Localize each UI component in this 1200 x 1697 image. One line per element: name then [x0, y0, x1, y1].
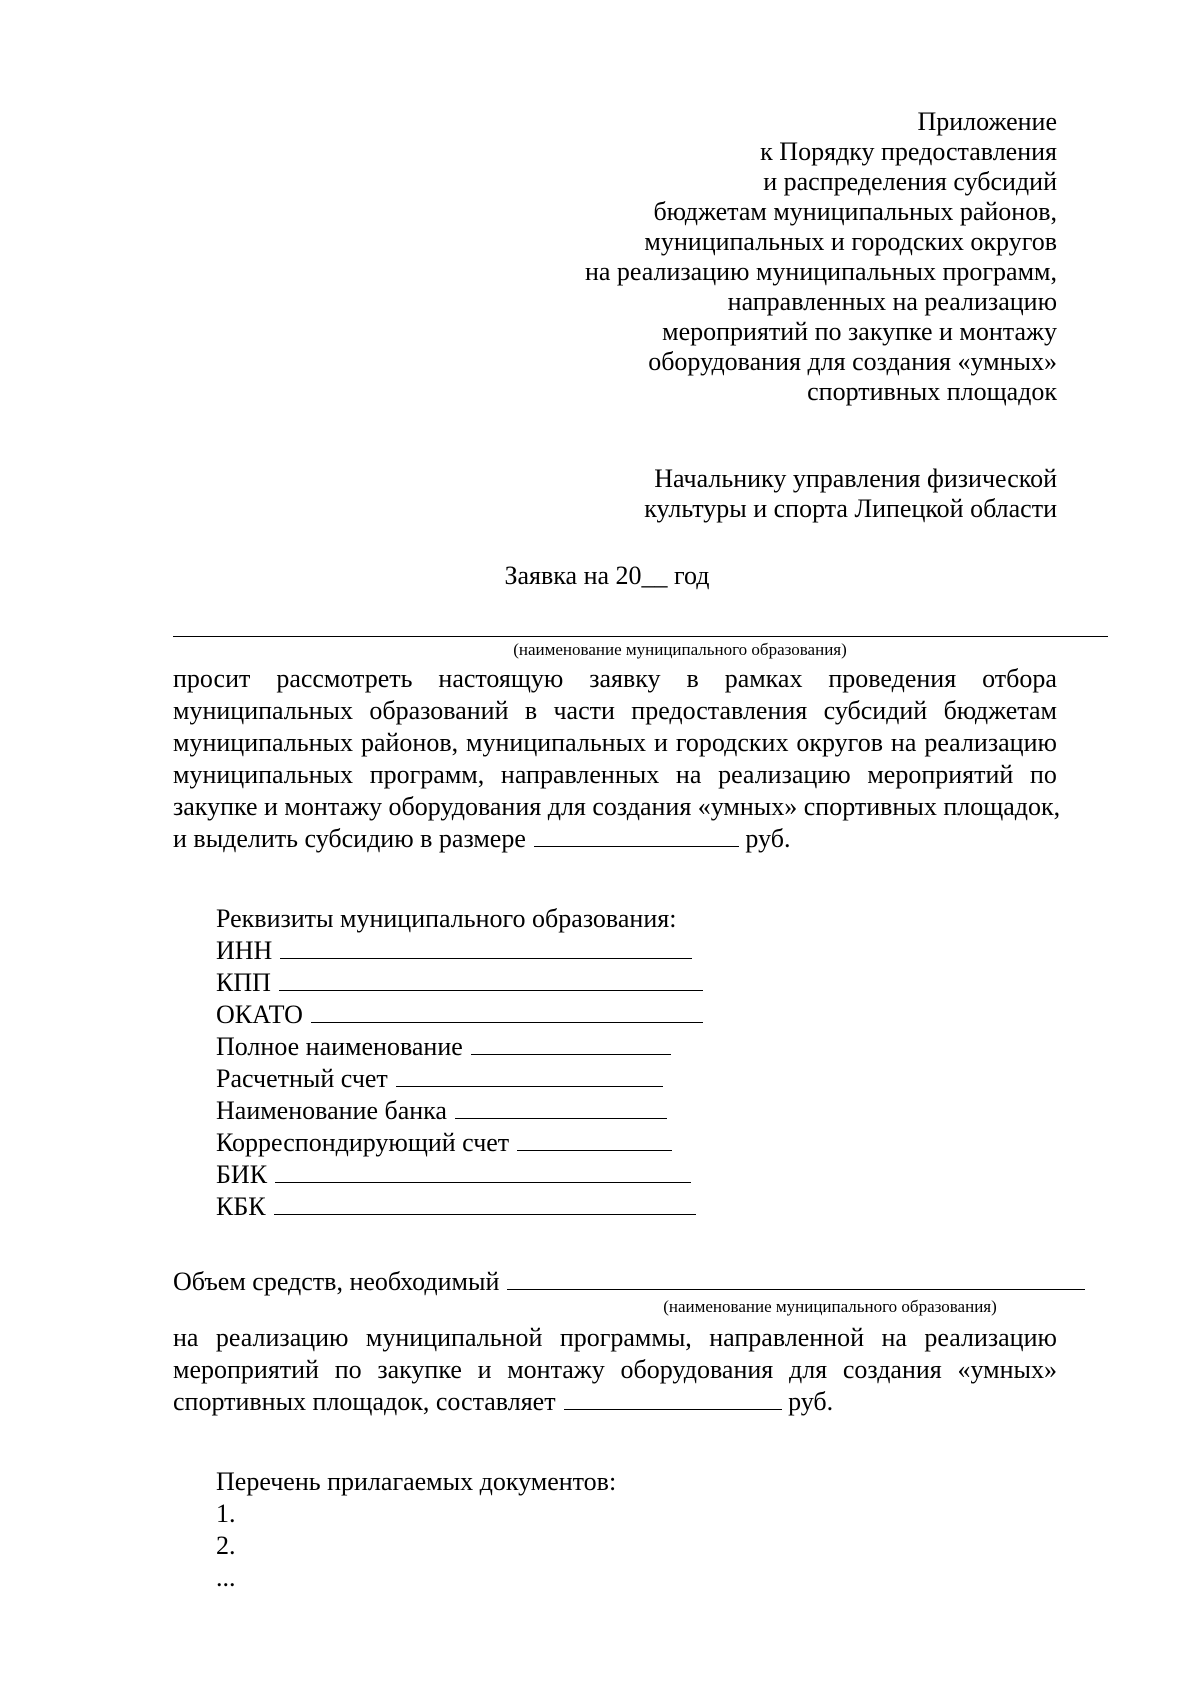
- requisite-label: ИНН: [216, 936, 273, 965]
- word: на: [173, 1323, 199, 1352]
- word: мероприятий: [173, 1355, 319, 1384]
- requisites-heading: Реквизиты муниципального образования:: [216, 904, 677, 933]
- requisite-row-corr-account: [216, 1127, 672, 1159]
- funds-municipality-caption: (наименование муниципального образования): [663, 1297, 997, 1316]
- word: части: [553, 696, 615, 725]
- subsidy-amount-field[interactable]: [534, 824, 739, 847]
- word: реализацию: [215, 1323, 349, 1352]
- requisite-label: КПП: [216, 968, 271, 997]
- word: муниципальных: [173, 728, 354, 757]
- word: в: [686, 664, 699, 693]
- word: по: [1030, 760, 1057, 789]
- word: настоящую: [438, 664, 564, 693]
- annex-line: направленных на реализацию: [727, 287, 1057, 316]
- word: округов: [796, 728, 883, 757]
- word: и: [654, 728, 668, 757]
- word: образований: [369, 696, 509, 725]
- paragraph-line: [173, 1322, 1057, 1354]
- requisite-label: Корреспондирующий счет: [216, 1128, 510, 1157]
- annex-line: бюджетам муниципальных районов,: [653, 197, 1057, 226]
- word: для: [788, 1355, 828, 1384]
- paragraph-line: [173, 727, 1057, 759]
- paragraph-line: закупке и монтажу оборудования для создания «умных» спортивных площадок,: [173, 792, 1061, 821]
- list-item: 1.: [216, 1499, 236, 1528]
- kpp-field[interactable]: [279, 968, 703, 991]
- word: по: [334, 1355, 362, 1384]
- word: программы,: [559, 1323, 692, 1352]
- inn-field[interactable]: [280, 936, 692, 959]
- requisite-row-inn: [216, 935, 692, 967]
- word: реализацию: [718, 760, 851, 789]
- word: направленных: [500, 760, 660, 789]
- word: муниципальных: [173, 696, 354, 725]
- subsidy-amount-line: [173, 823, 790, 855]
- list-item: ...: [216, 1563, 236, 1592]
- municipality-name-caption: (наименование муниципального образования): [513, 640, 847, 659]
- account-field[interactable]: [396, 1064, 663, 1087]
- word: районов,: [360, 728, 459, 757]
- word: «умных»: [957, 1355, 1057, 1384]
- requisite-row-kbk: [216, 1191, 696, 1223]
- word: субсидий: [823, 696, 928, 725]
- word: оборудования: [620, 1355, 774, 1384]
- word: направленной: [709, 1323, 865, 1352]
- addressee-line: культуры и спорта Липецкой области: [644, 494, 1057, 523]
- corr-account-field[interactable]: [517, 1128, 672, 1151]
- municipality-name-field[interactable]: [173, 636, 1108, 637]
- requisite-row-full-name: [216, 1031, 671, 1063]
- word: муниципальной: [365, 1323, 543, 1352]
- word: в: [524, 696, 538, 725]
- page-title: Заявка на 20__ год: [504, 561, 710, 590]
- word: мероприятий: [867, 760, 1014, 789]
- word: просит: [173, 664, 251, 693]
- word: проведения: [828, 664, 957, 693]
- funds-total-field[interactable]: [564, 1387, 782, 1410]
- word: реализацию: [924, 1323, 1057, 1352]
- word: монтажу: [507, 1355, 605, 1384]
- word: реализацию: [924, 728, 1057, 757]
- annex-line: Приложение: [917, 107, 1057, 136]
- funds-line: [173, 1266, 1085, 1298]
- funds-label: Объем средств, необходимый: [173, 1267, 500, 1296]
- kbk-field[interactable]: [274, 1192, 696, 1215]
- requisite-row-bik: [216, 1159, 691, 1191]
- annex-line: мероприятий по закупке и монтажу: [662, 317, 1057, 346]
- requisite-label: Расчетный счет: [216, 1064, 388, 1093]
- funds-municipality-field[interactable]: [507, 1267, 1085, 1290]
- okato-field[interactable]: [311, 1000, 703, 1023]
- paragraph-line: [173, 1354, 1057, 1386]
- list-item: 2.: [216, 1531, 236, 1560]
- annex-line: спортивных площадок: [807, 377, 1057, 406]
- currency-label: руб.: [788, 1387, 834, 1416]
- funds-total-line: [173, 1386, 833, 1418]
- annex-line: на реализацию муниципальных программ,: [584, 257, 1057, 286]
- full-name-field[interactable]: [471, 1032, 671, 1055]
- bik-field[interactable]: [275, 1160, 691, 1183]
- word: предоставления: [631, 696, 808, 725]
- paragraph-line: [173, 663, 1057, 695]
- requisite-row-okato: [216, 999, 703, 1031]
- requisite-label: ОКАТО: [216, 1000, 303, 1029]
- paragraph-line: [173, 759, 1057, 791]
- word: рассмотреть: [276, 664, 413, 693]
- annex-line: к Порядку предоставления: [760, 137, 1057, 166]
- word: и: [477, 1355, 492, 1384]
- word: на: [890, 728, 917, 757]
- word: муниципальных: [466, 728, 647, 757]
- funds-total-label: спортивных площадок, составляет: [173, 1387, 556, 1416]
- bank-name-field[interactable]: [455, 1096, 667, 1119]
- currency-label: руб.: [745, 824, 791, 853]
- word: программ,: [369, 760, 485, 789]
- word: на: [881, 1323, 907, 1352]
- requisite-row-account: [216, 1063, 663, 1095]
- requisite-row-kpp: [216, 967, 703, 999]
- word: муниципальных: [173, 760, 354, 789]
- word: городских: [675, 728, 789, 757]
- annex-line: муниципальных и городских округов: [644, 227, 1057, 256]
- addressee-line: Начальнику управления физической: [654, 464, 1057, 493]
- requisite-row-bank: [216, 1095, 667, 1127]
- word: создания: [842, 1355, 942, 1384]
- word: закупке: [377, 1355, 462, 1384]
- word: бюджетам: [943, 696, 1057, 725]
- paragraph-line: [173, 695, 1057, 727]
- annex-line: и распределения субсидий: [763, 167, 1057, 196]
- subsidy-amount-label: и выделить субсидию в размере: [173, 824, 526, 853]
- word: отбора: [982, 664, 1057, 693]
- requisite-label: Полное наименование: [216, 1032, 463, 1061]
- word: заявку: [589, 664, 661, 693]
- requisite-label: БИК: [216, 1160, 268, 1189]
- requisite-label: КБК: [216, 1192, 266, 1221]
- requisite-label: Наименование банка: [216, 1096, 447, 1125]
- word: рамках: [724, 664, 803, 693]
- word: на: [675, 760, 702, 789]
- documents-heading: Перечень прилагаемых документов:: [216, 1467, 617, 1496]
- annex-line: оборудования для создания «умных»: [648, 347, 1057, 376]
